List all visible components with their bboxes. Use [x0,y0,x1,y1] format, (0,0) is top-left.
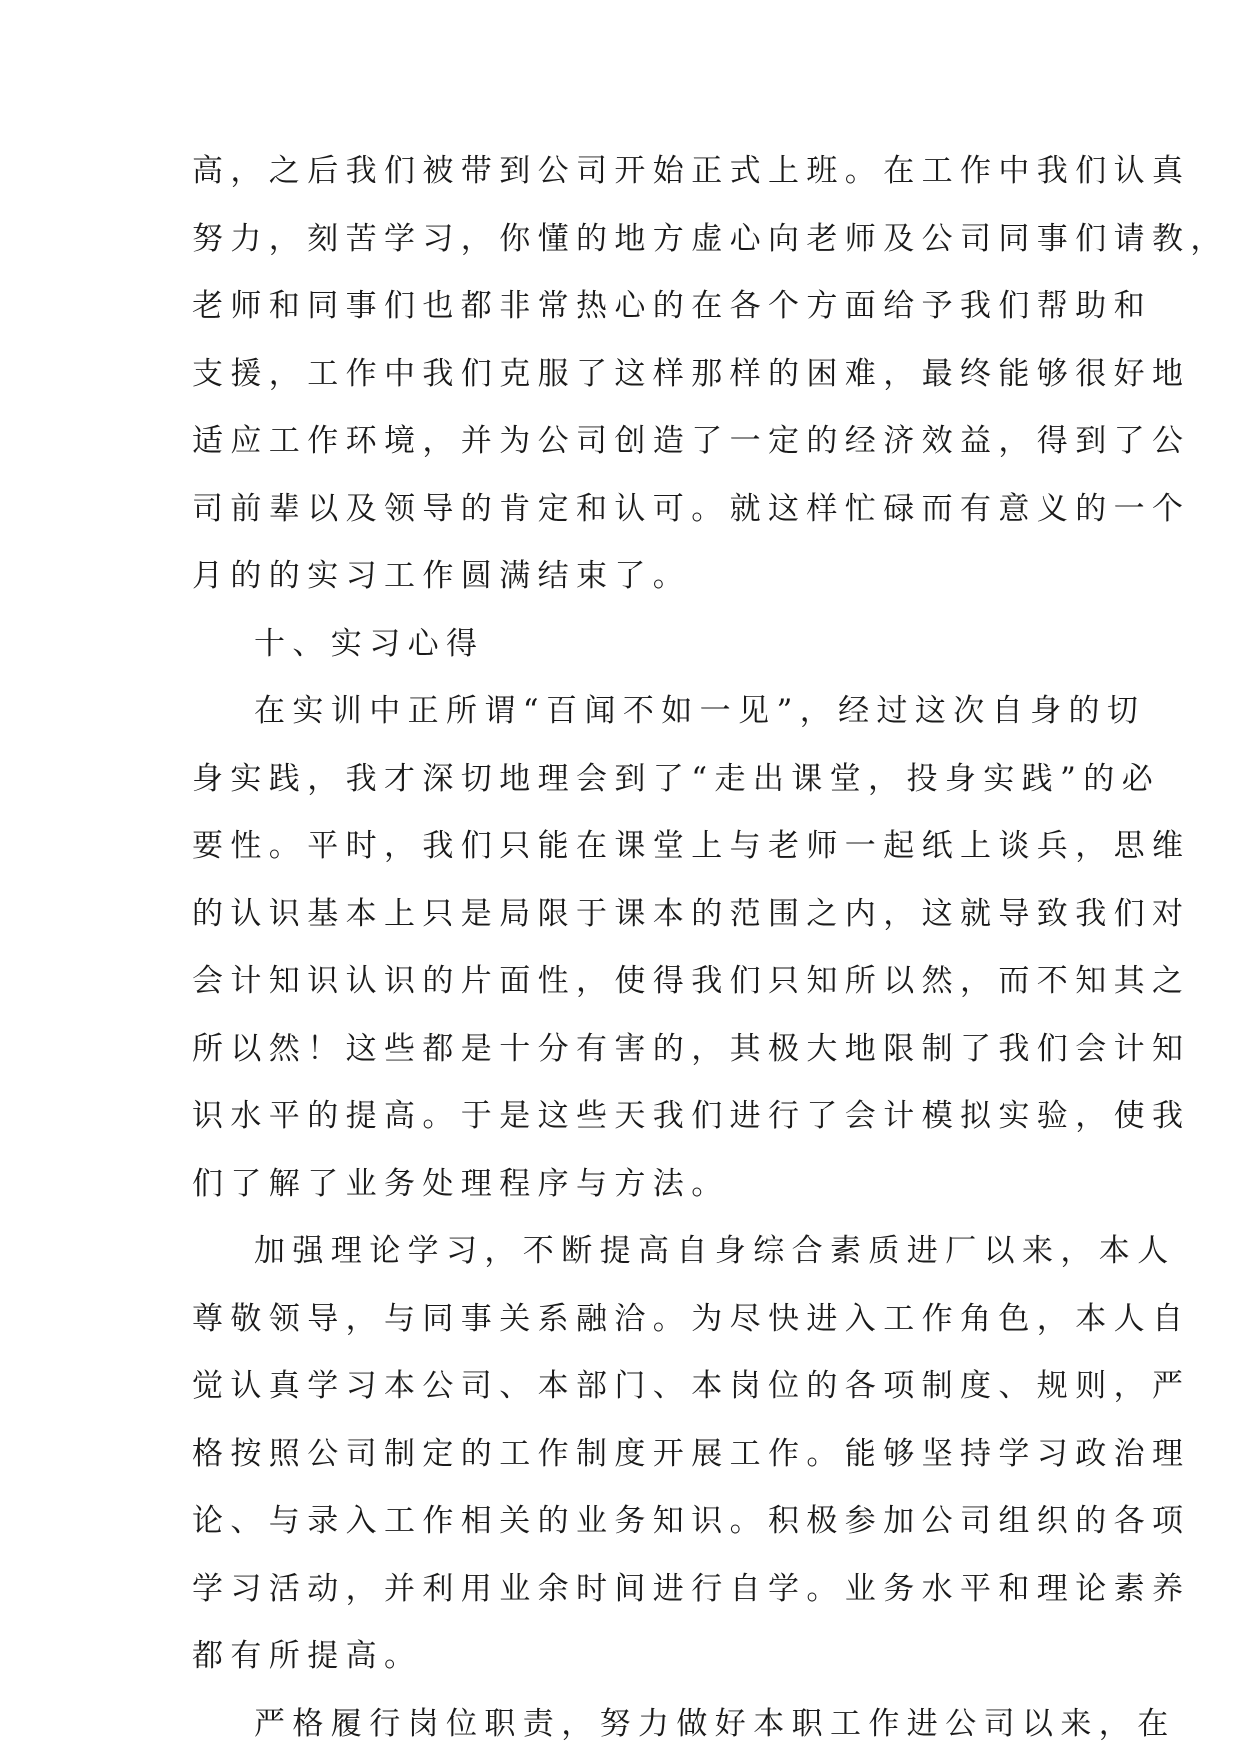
paragraph-duties [192,1691,1048,1758]
section-heading-text: 十、实习心得 [192,611,1048,679]
text-line: 适应工作环境，并为公司创造了一定的经济效益，得到了公 [192,408,1048,476]
text-line: 身实践，我才深切地理会到了“走出课堂，投身实践”的必 [192,746,1048,814]
text-line: 格按照公司制定的工作制度开展工作。能够坚持学习政治理 [192,1421,1048,1489]
text-line: 们了解了业务处理程序与方法。 [192,1151,1048,1219]
text-line: 所以然！这些都是十分有害的，其极大地限制了我们会计知 [192,1016,1048,1084]
document-body [192,138,1048,1758]
text-line: 老师和同事们也都非常热心的在各个方面给予我们帮助和 [192,273,1048,341]
text-line: 识水平的提高。于是这些天我们进行了会计模拟实验，使我 [192,1083,1048,1151]
text-line: 都有所提高。 [192,1623,1048,1691]
text-line: 的认识基本上只是局限于课本的范围之内，这就导致我们对 [192,881,1048,949]
text-line: 月的的实习工作圆满结束了。 [192,543,1048,611]
text-line: 高，之后我们被带到公司开始正式上班。在工作中我们认真 [192,138,1048,206]
text-line: 会计知识认识的片面性，使得我们只知所以然，而不知其之 [192,948,1048,1016]
paragraph-experience [192,678,1048,1218]
text-line: 论、与录入工作相关的业务知识。积极参加公司组织的各项 [192,1488,1048,1556]
section-heading [192,611,1048,679]
text-line: 在实训中正所谓“百闻不如一见”，经过这次自身的切 [192,678,1048,746]
text-line: 严格履行岗位职责，努力做好本职工作进公司以来，在 [192,1691,1048,1758]
paragraph-continuation [192,138,1048,611]
text-line: 加强理论学习，不断提高自身综合素质进厂以来，本人 [192,1218,1048,1286]
text-line: 支援，工作中我们克服了这样那样的困难，最终能够很好地 [192,341,1048,409]
text-line: 尊敬领导，与同事关系融洽。为尽快进入工作角色，本人自 [192,1286,1048,1354]
text-line: 司前辈以及领导的肯定和认可。就这样忙碌而有意义的一个 [192,476,1048,544]
text-line: 努力，刻苦学习，你懂的地方虚心向老师及公司同事们请教， [192,206,1048,274]
paragraph-theory-study [192,1218,1048,1691]
text-line: 要性。平时，我们只能在课堂上与老师一起纸上谈兵，思维 [192,813,1048,881]
text-line: 觉认真学习本公司、本部门、本岗位的各项制度、规则，严 [192,1353,1048,1421]
text-line: 学习活动，并利用业余时间进行自学。业务水平和理论素养 [192,1556,1048,1624]
